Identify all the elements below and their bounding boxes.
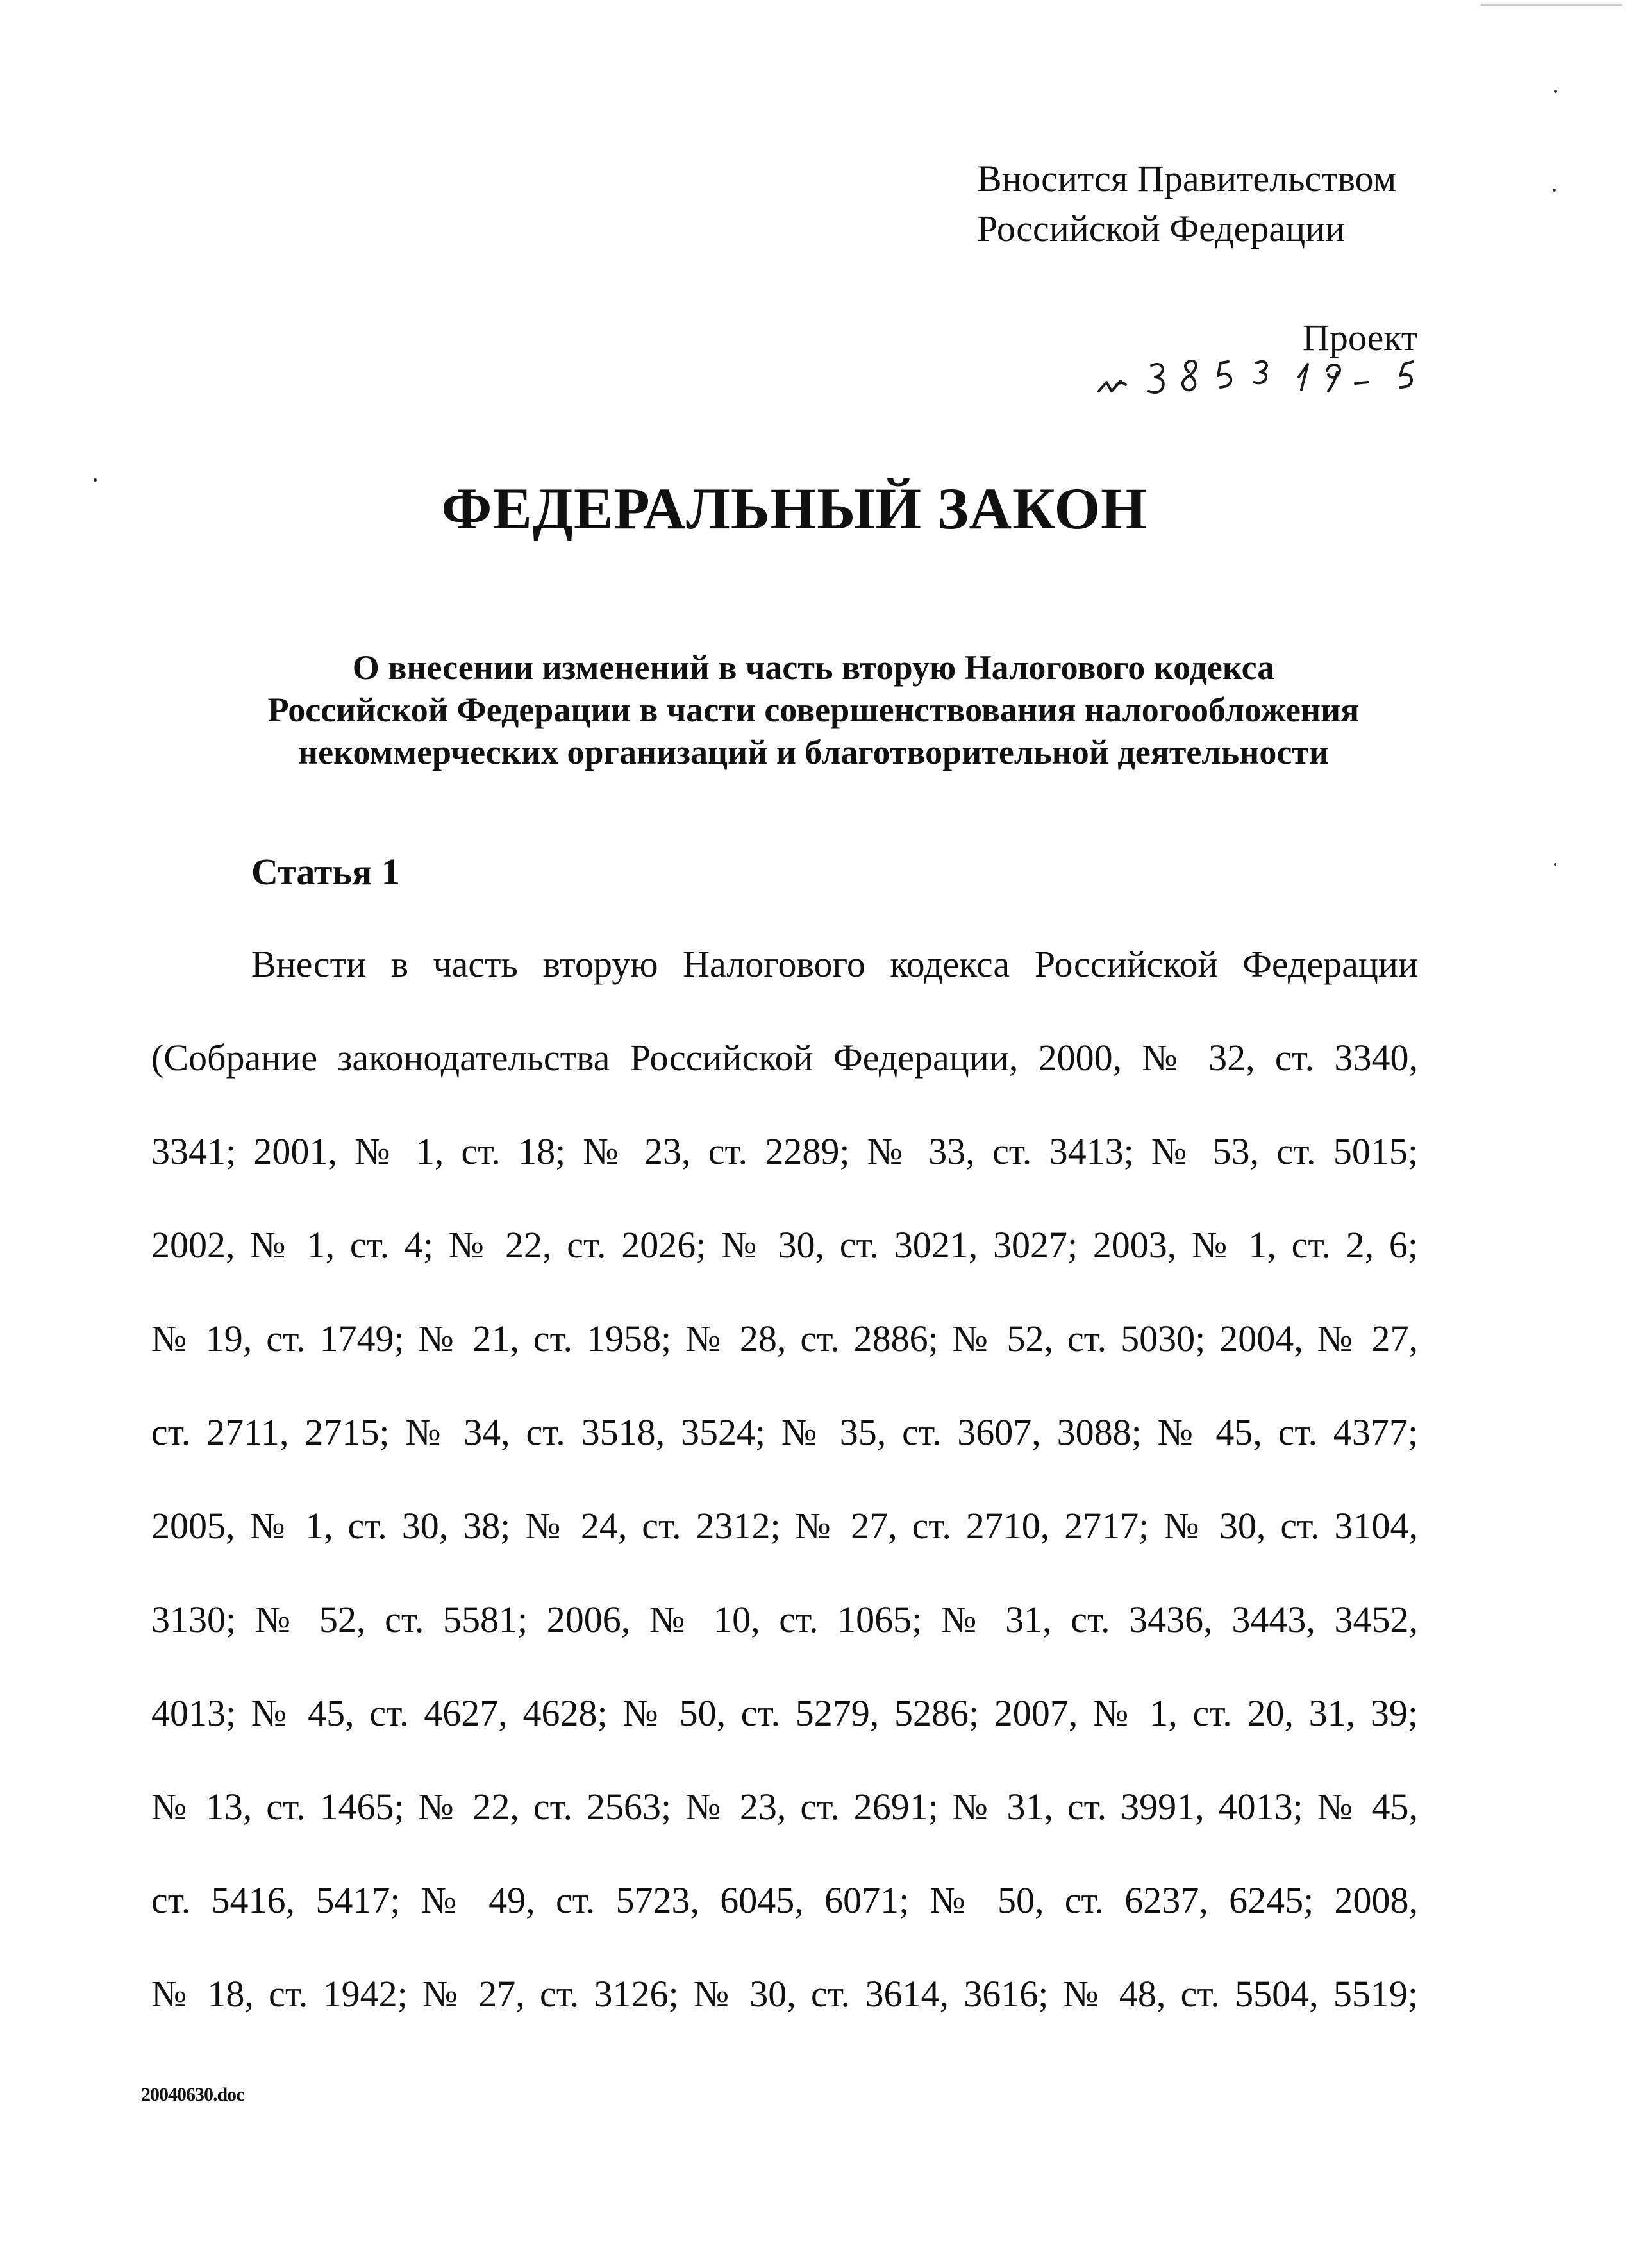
article-heading: Статья 1 [251,851,400,893]
body-line: 4013; № 45, ст. 4627, 4628; № 50, ст. 5279, 5286; 2007, № 1, ст. 20, 31, 39; [151,1692,1418,1734]
submitter-line-2: Российской Федерации [977,208,1346,249]
article-body [151,939,1418,2062]
document-title-text: ФЕДЕРАЛЬНЫЙ ЗАКОН [441,476,1147,541]
document-subtitle [0,646,1627,773]
scan-edge-line [1481,4,1622,6]
scan-speck [1553,189,1556,192]
body-line: № 19, ст. 1749; № 21, ст. 1958; № 28, ст. 2886; № 52, ст. 5030; 2004, № 27, [151,1318,1418,1359]
body-line: 3341; 2001, № 1, ст. 18; № 23, ст. 2289; № 33, ст. 3413; № 53, ст. 5015; [151,1130,1418,1172]
scan-speck [1554,90,1557,93]
body-line: № 18, ст. 1942; № 27, ст. 3126; № 30, ст. 3614, 3616; № 48, ст. 5504, 5519; [151,1973,1418,2015]
handwritten-draft-number [1092,351,1426,409]
subtitle-line-1: О внесении изменений в часть вторую Налогового кодекса [352,648,1275,687]
document-title [0,475,1627,542]
body-line: № 13, ст. 1465; № 22, ст. 2563; № 23, ст. 2691; № 31, ст. 3991, 4013; № 45, [151,1786,1418,1827]
body-line: ст. 5416, 5417; № 49, ст. 5723, 6045, 6071; № 50, ст. 6237, 6245; 2008, [151,1879,1418,1921]
body-line: Внести в часть вторую Налогового кодекса Российской Федерации [251,943,1418,985]
body-line: ст. 2711, 2715; № 34, ст. 3518, 3524; № 35, ст. 3607, 3088; № 45, ст. 4377; [151,1411,1418,1453]
footer-filename: 20040630.doc [141,2084,244,2105]
submitter-line-1: Вносится Правительством [977,158,1397,199]
subtitle-line-3: некоммерческих организаций и благотворительной деятельности [298,733,1329,771]
body-line: (Собрание законодательства Российской Федерации, 2000, № 32, ст. 3340, [151,1037,1418,1079]
body-line: 2005, № 1, ст. 30, 38; № 24, ст. 2312; № 27, ст. 2710, 2717; № 30, ст. 3104, [151,1505,1418,1547]
draft-label: Проект [1303,317,1418,358]
scan-speck [1554,863,1556,866]
subtitle-line-2: Российской Федерации в части совершенствования налогообложения [267,691,1360,729]
body-line: 2002, № 1, ст. 4; № 22, ст. 2026; № 30, ст. 3021, 3027; 2003, № 1, ст. 2, 6; [151,1224,1418,1266]
body-line: 3130; № 52, ст. 5581; 2006, № 10, ст. 1065; № 31, ст. 3436, 3443, 3452, [151,1599,1418,1640]
submitter-block [977,154,1396,254]
